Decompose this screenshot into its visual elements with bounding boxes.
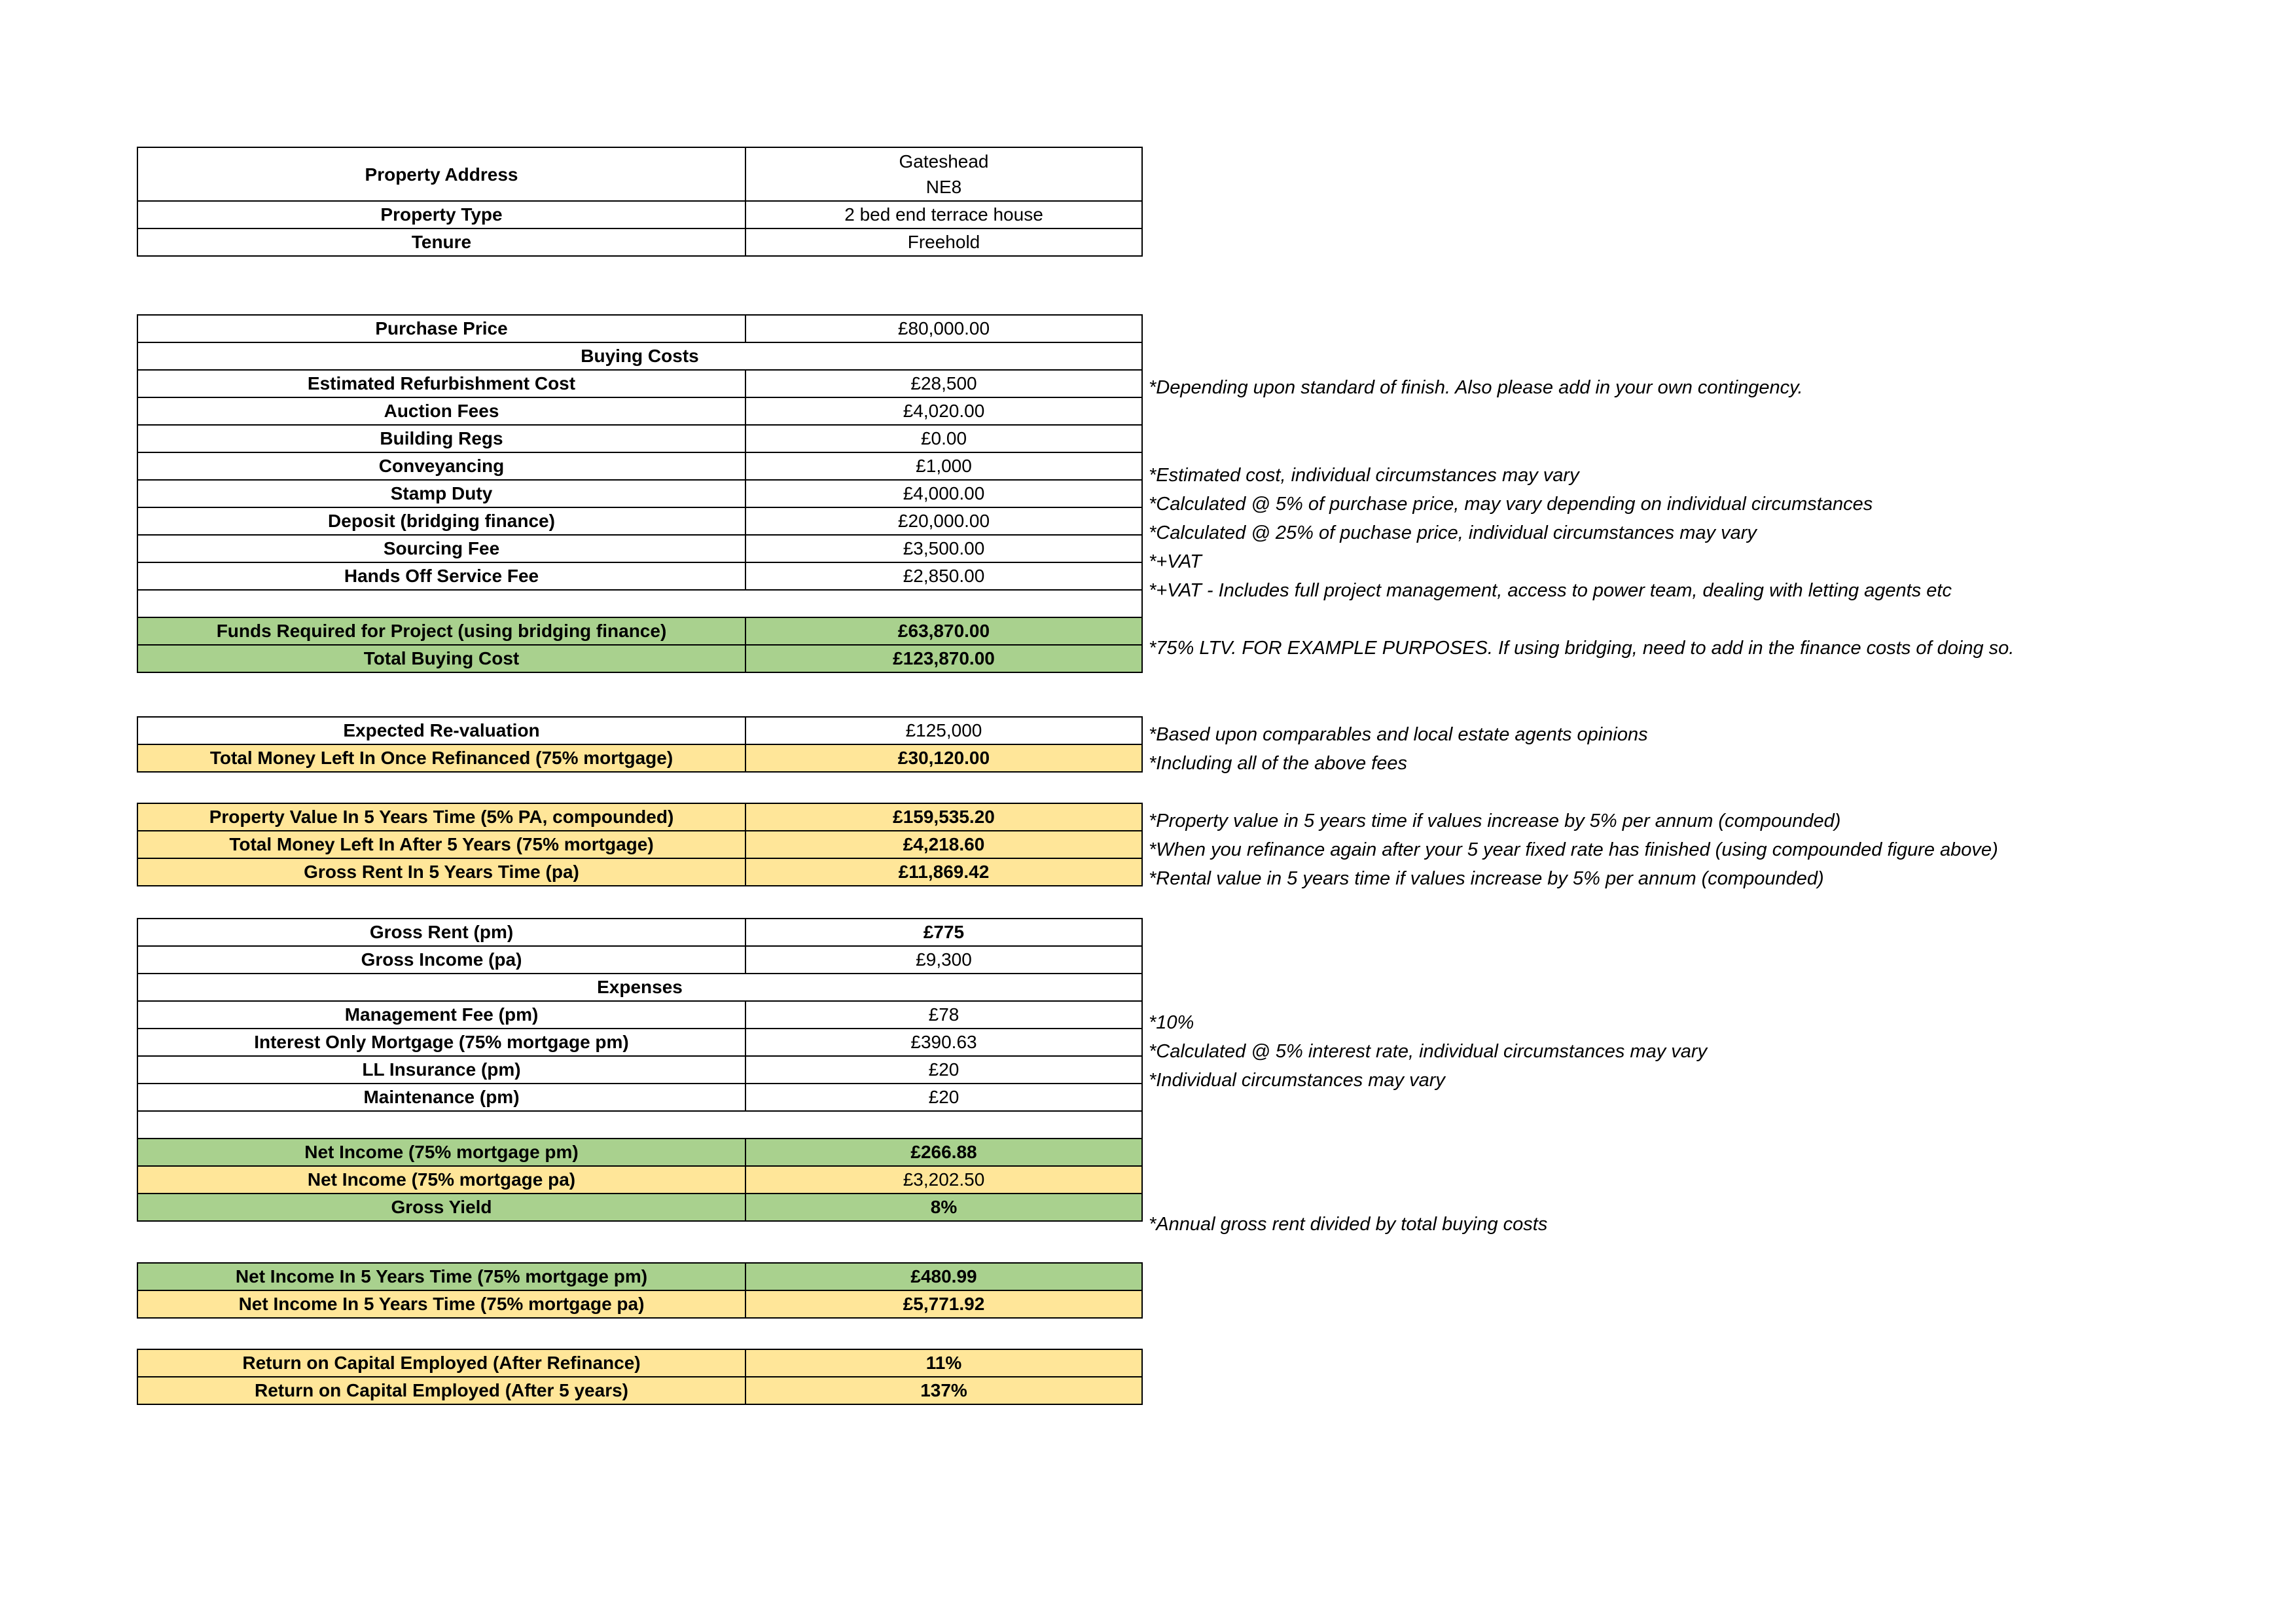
stamp-duty-note: *Calculated @ 5% of purchase price, may vary depending on individual circumstances <box>1149 494 1873 515</box>
blank-row <box>137 1111 1142 1139</box>
expenses-header-row <box>137 974 1142 1001</box>
cost-label: Deposit (bridging finance) <box>137 507 745 535</box>
net-five-pa-row <box>137 1290 1142 1318</box>
funds-required-value: £63,870.00 <box>745 617 1142 645</box>
cost-row <box>137 452 1142 480</box>
cost-row <box>137 425 1142 452</box>
net-five-years-table <box>137 1262 1143 1319</box>
expense-row <box>137 1029 1142 1056</box>
five-year-value: £11,869.42 <box>745 858 1142 886</box>
gross-income-value: £9,300 <box>745 946 1142 974</box>
roce-refinance-row <box>137 1349 1142 1377</box>
money-left-value: £30,120.00 <box>745 744 1142 772</box>
expense-row <box>137 1056 1142 1084</box>
sourcing-fee-note: *+VAT <box>1149 551 1202 572</box>
five-years-table <box>137 803 1143 886</box>
gross-yield-note: *Annual gross rent divided by total buying costs <box>1149 1214 1548 1235</box>
roce-five-years-row <box>137 1377 1142 1404</box>
gross-income-row <box>137 946 1142 974</box>
five-year-row <box>137 858 1142 886</box>
net-income-pm-label: Net Income (75% mortgage pm) <box>137 1139 745 1166</box>
insurance-note: *Individual circumstances may vary <box>1149 1070 1445 1091</box>
roce-table <box>137 1349 1143 1405</box>
property-details-table <box>137 147 1143 257</box>
net-five-pm-row <box>137 1263 1142 1290</box>
purchase-price-label: Purchase Price <box>137 315 745 342</box>
cost-value: £28,500 <box>745 370 1142 397</box>
funds-required-label: Funds Required for Project (using bridging finance) <box>137 617 745 645</box>
five-year-row <box>137 803 1142 831</box>
total-buying-value: £123,870.00 <box>745 645 1142 672</box>
money-left-note: *Including all of the above fees <box>1149 753 1407 774</box>
tenure-row <box>137 228 1142 256</box>
mortgage-note: *Calculated @ 5% interest rate, individual circumstances may vary <box>1149 1041 1708 1062</box>
blank-cell <box>137 1111 1142 1139</box>
property-address-value <box>745 147 1142 201</box>
expense-label: Management Fee (pm) <box>137 1001 745 1029</box>
management-fee-note: *10% <box>1149 1012 1194 1033</box>
property-type-row <box>137 201 1142 228</box>
money-left-label: Total Money Left In Once Refinanced (75% mortgage) <box>137 744 745 772</box>
cost-label: Estimated Refurbishment Cost <box>137 370 745 397</box>
cost-value: £2,850.00 <box>745 562 1142 590</box>
address-line-1: Gateshead <box>899 151 989 172</box>
money-left-row <box>137 744 1142 772</box>
revaluation-table <box>137 716 1143 773</box>
expense-label: Maintenance (pm) <box>137 1084 745 1111</box>
blank-cell <box>137 590 1142 617</box>
cost-row <box>137 535 1142 562</box>
gross-rent-value: £775 <box>745 919 1142 946</box>
funds-required-note: *75% LTV. FOR EXAMPLE PURPOSES. If using bridging, need to add in the finance costs of doing so. <box>1149 638 2015 659</box>
cost-value: £1,000 <box>745 452 1142 480</box>
cost-value: £4,000.00 <box>745 480 1142 507</box>
cost-label: Conveyancing <box>137 452 745 480</box>
gross-rent-label: Gross Rent (pm) <box>137 919 745 946</box>
net-income-pa-value: £3,202.50 <box>745 1166 1142 1194</box>
roce-five-years-value: 137% <box>745 1377 1142 1404</box>
cost-row <box>137 507 1142 535</box>
expense-label: Interest Only Mortgage (75% mortgage pm) <box>137 1029 745 1056</box>
net-income-pm-value: £266.88 <box>745 1139 1142 1166</box>
cost-label: Sourcing Fee <box>137 535 745 562</box>
tenure-value: Freehold <box>745 228 1142 256</box>
cost-value: £20,000.00 <box>745 507 1142 535</box>
net-income-pa-row <box>137 1166 1142 1194</box>
expense-value: £390.63 <box>745 1029 1142 1056</box>
gross-income-label: Gross Income (pa) <box>137 946 745 974</box>
cost-row <box>137 562 1142 590</box>
property-type-label: Property Type <box>137 201 745 228</box>
cost-value: £0.00 <box>745 425 1142 452</box>
cost-label: Hands Off Service Fee <box>137 562 745 590</box>
purchase-price-value: £80,000.00 <box>745 315 1142 342</box>
roce-five-years-label: Return on Capital Employed (After 5 years) <box>137 1377 745 1404</box>
cost-value: £4,020.00 <box>745 397 1142 425</box>
revaluation-label: Expected Re-valuation <box>137 717 745 744</box>
buying-costs-header: Buying Costs <box>137 342 1142 370</box>
five-year-label: Total Money Left In After 5 Years (75% mortgage) <box>137 831 745 858</box>
property-address-label: Property Address <box>137 147 745 201</box>
address-line-2: NE8 <box>925 177 962 197</box>
cost-row <box>137 370 1142 397</box>
expense-value: £20 <box>745 1084 1142 1111</box>
roce-refinance-label: Return on Capital Employed (After Refinance) <box>137 1349 745 1377</box>
purchase-price-row <box>137 315 1142 342</box>
refinance-note: *When you refinance again after your 5 year fixed rate has finished (using compounded figure above) <box>1149 839 1998 860</box>
cost-row <box>137 480 1142 507</box>
five-year-label: Gross Rent In 5 Years Time (pa) <box>137 858 745 886</box>
buying-costs-header-row <box>137 342 1142 370</box>
net-income-pa-label: Net Income (75% mortgage pa) <box>137 1166 745 1194</box>
rental-value-note: *Rental value in 5 years time if values increase by 5% per annum (compounded) <box>1149 868 1824 889</box>
five-year-row <box>137 831 1142 858</box>
expense-value: £78 <box>745 1001 1142 1029</box>
net-income-pm-row <box>137 1139 1142 1166</box>
expense-row <box>137 1084 1142 1111</box>
net-five-pm-label: Net Income In 5 Years Time (75% mortgage pm) <box>137 1263 745 1290</box>
five-year-value: £159,535.20 <box>745 803 1142 831</box>
blank-row <box>137 590 1142 617</box>
roce-refinance-value: 11% <box>745 1349 1142 1377</box>
net-five-pa-value: £5,771.92 <box>745 1290 1142 1318</box>
service-fee-note: *+VAT - Includes full project management, access to power team, dealing with letting agents etc <box>1149 580 1952 601</box>
net-five-pa-label: Net Income In 5 Years Time (75% mortgage pa) <box>137 1290 745 1318</box>
cost-label: Auction Fees <box>137 397 745 425</box>
five-year-value: £4,218.60 <box>745 831 1142 858</box>
gross-yield-value: 8% <box>745 1194 1142 1221</box>
property-address-row <box>137 147 1142 201</box>
property-value-note: *Property value in 5 years time if values increase by 5% per annum (compounded) <box>1149 811 1841 831</box>
cost-value: £3,500.00 <box>745 535 1142 562</box>
cost-row <box>137 397 1142 425</box>
total-buying-row <box>137 645 1142 672</box>
refurbishment-note: *Depending upon standard of finish. Also please add in your own contingency. <box>1149 377 1803 398</box>
conveyancing-note: *Estimated cost, individual circumstances may vary <box>1149 465 1579 486</box>
net-five-pm-value: £480.99 <box>745 1263 1142 1290</box>
expenses-header: Expenses <box>137 974 1142 1001</box>
total-buying-label: Total Buying Cost <box>137 645 745 672</box>
revaluation-note: *Based upon comparables and local estate agents opinions <box>1149 724 1648 745</box>
expense-label: LL Insurance (pm) <box>137 1056 745 1084</box>
gross-rent-row <box>137 919 1142 946</box>
gross-yield-row <box>137 1194 1142 1221</box>
tenure-label: Tenure <box>137 228 745 256</box>
property-type-value: 2 bed end terrace house <box>745 201 1142 228</box>
revaluation-value: £125,000 <box>745 717 1142 744</box>
funds-required-row <box>137 617 1142 645</box>
expense-value: £20 <box>745 1056 1142 1084</box>
cost-label: Building Regs <box>137 425 745 452</box>
income-table <box>137 918 1143 1222</box>
expense-row <box>137 1001 1142 1029</box>
five-year-label: Property Value In 5 Years Time (5% PA, compounded) <box>137 803 745 831</box>
gross-yield-label: Gross Yield <box>137 1194 745 1221</box>
cost-label: Stamp Duty <box>137 480 745 507</box>
buying-costs-table <box>137 314 1143 673</box>
deposit-note: *Calculated @ 25% of puchase price, individual circumstances may vary <box>1149 522 1757 543</box>
revaluation-row <box>137 717 1142 744</box>
